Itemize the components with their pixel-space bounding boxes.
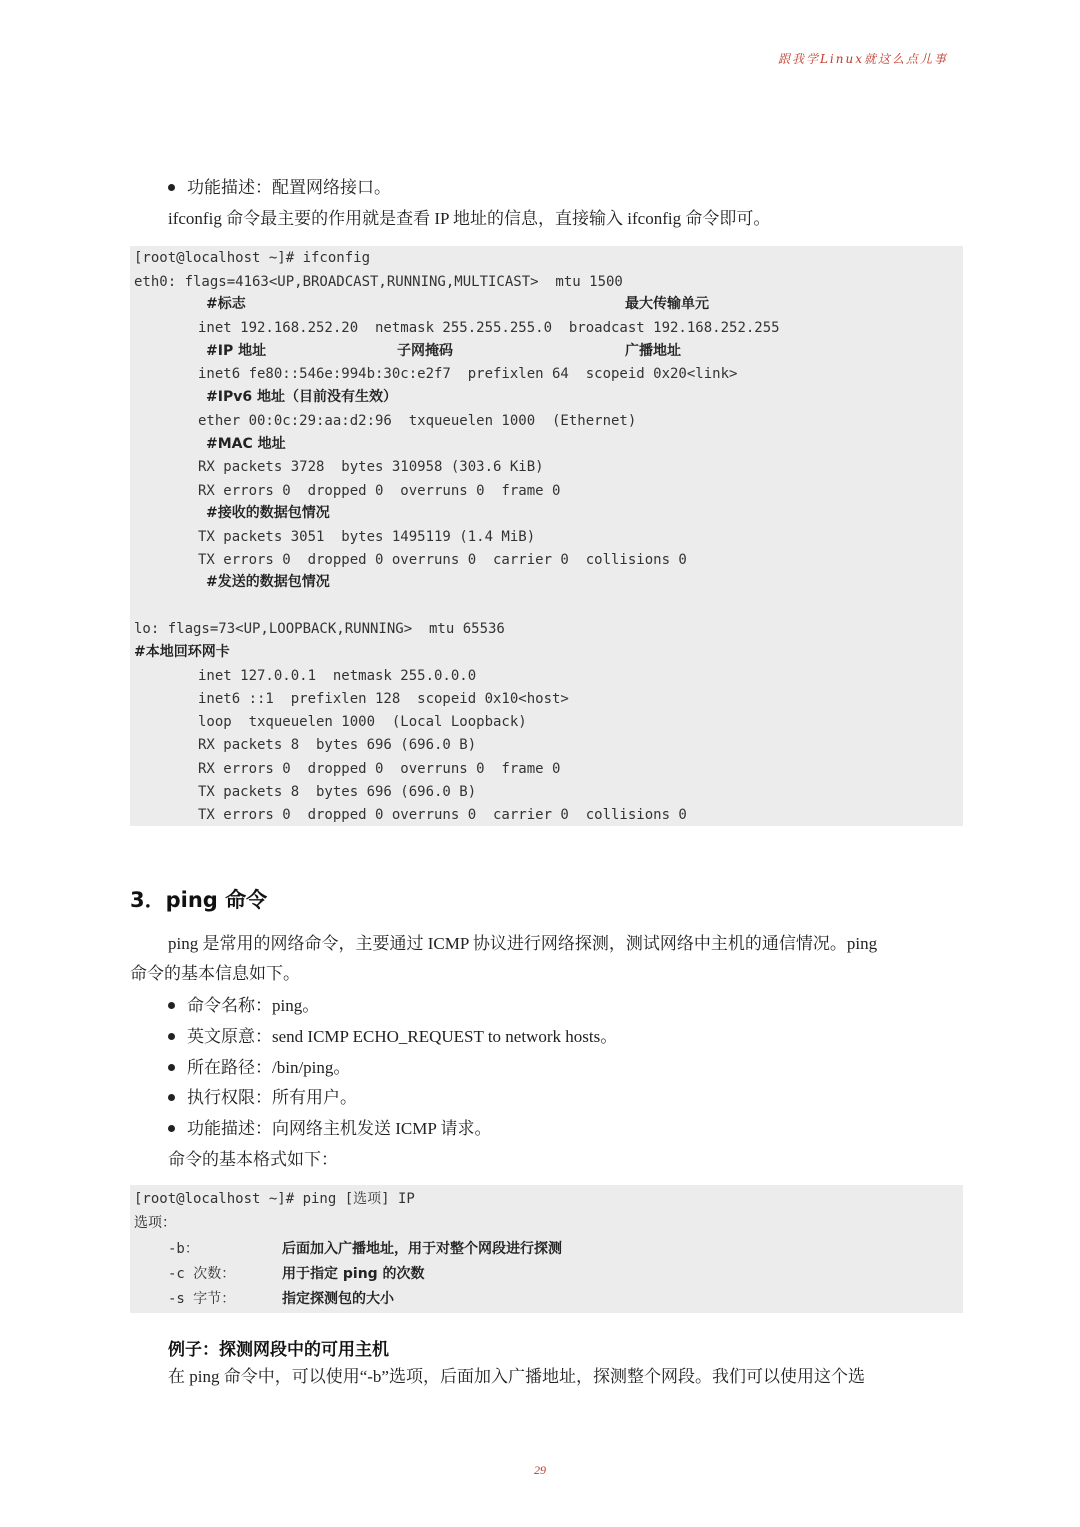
code-line: 选项： (134, 1215, 176, 1231)
list-item-text: 执行权限：所有用户。 (187, 1088, 357, 1107)
code-comment: #接收的数据包情况 (206, 505, 330, 521)
paragraph: ifconfig 命令最主要的作用就是查看 IP 地址的信息，直接输入 ifconfig 命令即可。 (168, 209, 771, 228)
paragraph: ping 是常用的网络命令，主要通过 ICMP 协议进行网络探测，测试网络中主机的通信情况。ping (168, 934, 878, 953)
code-line: [root@localhost ~]# ifconfig (134, 250, 371, 266)
code-line: RX packets 8 bytes 696 (696.0 B) (198, 737, 477, 753)
list-item (168, 1087, 357, 1109)
code-line: [root@localhost ~]# ping [选项] IP (134, 1191, 415, 1207)
code-line: inet6 ::1 prefixlen 128 scopeid 0x10<host> (198, 691, 569, 707)
code-comment: #IP 地址 (206, 343, 267, 359)
list-item-text: 命令名称：ping。 (187, 996, 320, 1015)
list-item (168, 995, 319, 1017)
code-comment: 最大传输单元 (625, 296, 709, 312)
code-line: TX packets 3051 bytes 1495119 (1.4 MiB) (198, 529, 536, 545)
section-heading: 3．ping 命令 (130, 888, 268, 912)
code-comment: #标志 (206, 296, 246, 312)
code-line: TX errors 0 dropped 0 overruns 0 carrier 0 collisions 0 (198, 552, 687, 568)
list-item-text: 所在路径：/bin/ping。 (187, 1058, 351, 1077)
bullet-icon (168, 1002, 175, 1009)
code-block-ifconfig (130, 246, 963, 826)
code-comment: #MAC 地址 (206, 436, 286, 452)
list-item (168, 177, 391, 199)
list-item-text: 英文原意：send ICMP ECHO_REQUEST to network hosts。 (187, 1027, 618, 1046)
code-line: eth0: flags=4163<UP,BROADCAST,RUNNING,MULTICAST> mtu 1500 (134, 274, 623, 290)
example-heading: 例子：探测网段中的可用主机 (168, 1340, 389, 1360)
page-number: 29 (534, 1463, 546, 1477)
bullet-icon (168, 1094, 175, 1101)
code-line: inet6 fe80::546e:994b:30c:e2f7 prefixlen 64 scopeid 0x20<link> (198, 366, 738, 382)
code-line: inet 192.168.252.20 netmask 255.255.255.0 broadcast 192.168.252.255 (198, 320, 780, 336)
list-item (168, 1026, 617, 1048)
option-flag: -c 次数： (168, 1266, 236, 1282)
code-line: lo: flags=73<UP,LOOPBACK,RUNNING> mtu 65536 (134, 621, 505, 637)
code-comment: 子网掩码 (397, 343, 453, 359)
option-desc: 指定探测包的大小 (282, 1291, 394, 1307)
bullet-icon (168, 184, 175, 191)
list-item (168, 1057, 350, 1079)
code-line: RX packets 3728 bytes 310958 (303.6 KiB) (198, 459, 544, 475)
option-flag: -s 字节： (168, 1291, 236, 1307)
code-line: RX errors 0 dropped 0 overruns 0 frame 0 (198, 483, 561, 499)
code-line: ether 00:0c:29:aa:d2:96 txqueuelen 1000 (Ethernet) (198, 413, 637, 429)
running-header: 跟我学Linux就这么点儿事 (777, 52, 948, 66)
code-line: TX errors 0 dropped 0 overruns 0 carrier 0 collisions 0 (198, 807, 687, 823)
code-line: RX errors 0 dropped 0 overruns 0 frame 0 (198, 761, 561, 777)
list-item-text: 功能描述：配置网络接口。 (187, 178, 391, 197)
code-comment: #发送的数据包情况 (206, 574, 330, 590)
paragraph: 在 ping 命令中，可以使用“-b”选项，后面加入广播地址，探测整个网段。我们可以使用这个选 (168, 1367, 865, 1386)
bullet-icon (168, 1033, 175, 1040)
option-desc: 后面加入广播地址，用于对整个网段进行探测 (282, 1241, 562, 1257)
list-item-text: 功能描述：向网络主机发送 ICMP 请求。 (187, 1119, 492, 1138)
code-block-ping (130, 1185, 963, 1313)
code-line: TX packets 8 bytes 696 (696.0 B) (198, 784, 477, 800)
bullet-icon (168, 1064, 175, 1071)
paragraph: 命令的基本信息如下。 (130, 964, 300, 983)
list-item (168, 1118, 491, 1140)
code-line: inet 127.0.0.1 netmask 255.0.0.0 (198, 668, 477, 684)
code-line: loop txqueuelen 1000 (Local Loopback) (198, 714, 527, 730)
option-desc: 用于指定 ping 的次数 (282, 1266, 425, 1282)
code-comment: #本地回环网卡 (134, 644, 230, 660)
bullet-icon (168, 1125, 175, 1132)
paragraph: 命令的基本格式如下： (168, 1150, 338, 1169)
option-flag: -b： (168, 1241, 199, 1257)
code-comment: #IPv6 地址（目前没有生效） (206, 389, 397, 405)
code-comment: 广播地址 (625, 343, 681, 359)
